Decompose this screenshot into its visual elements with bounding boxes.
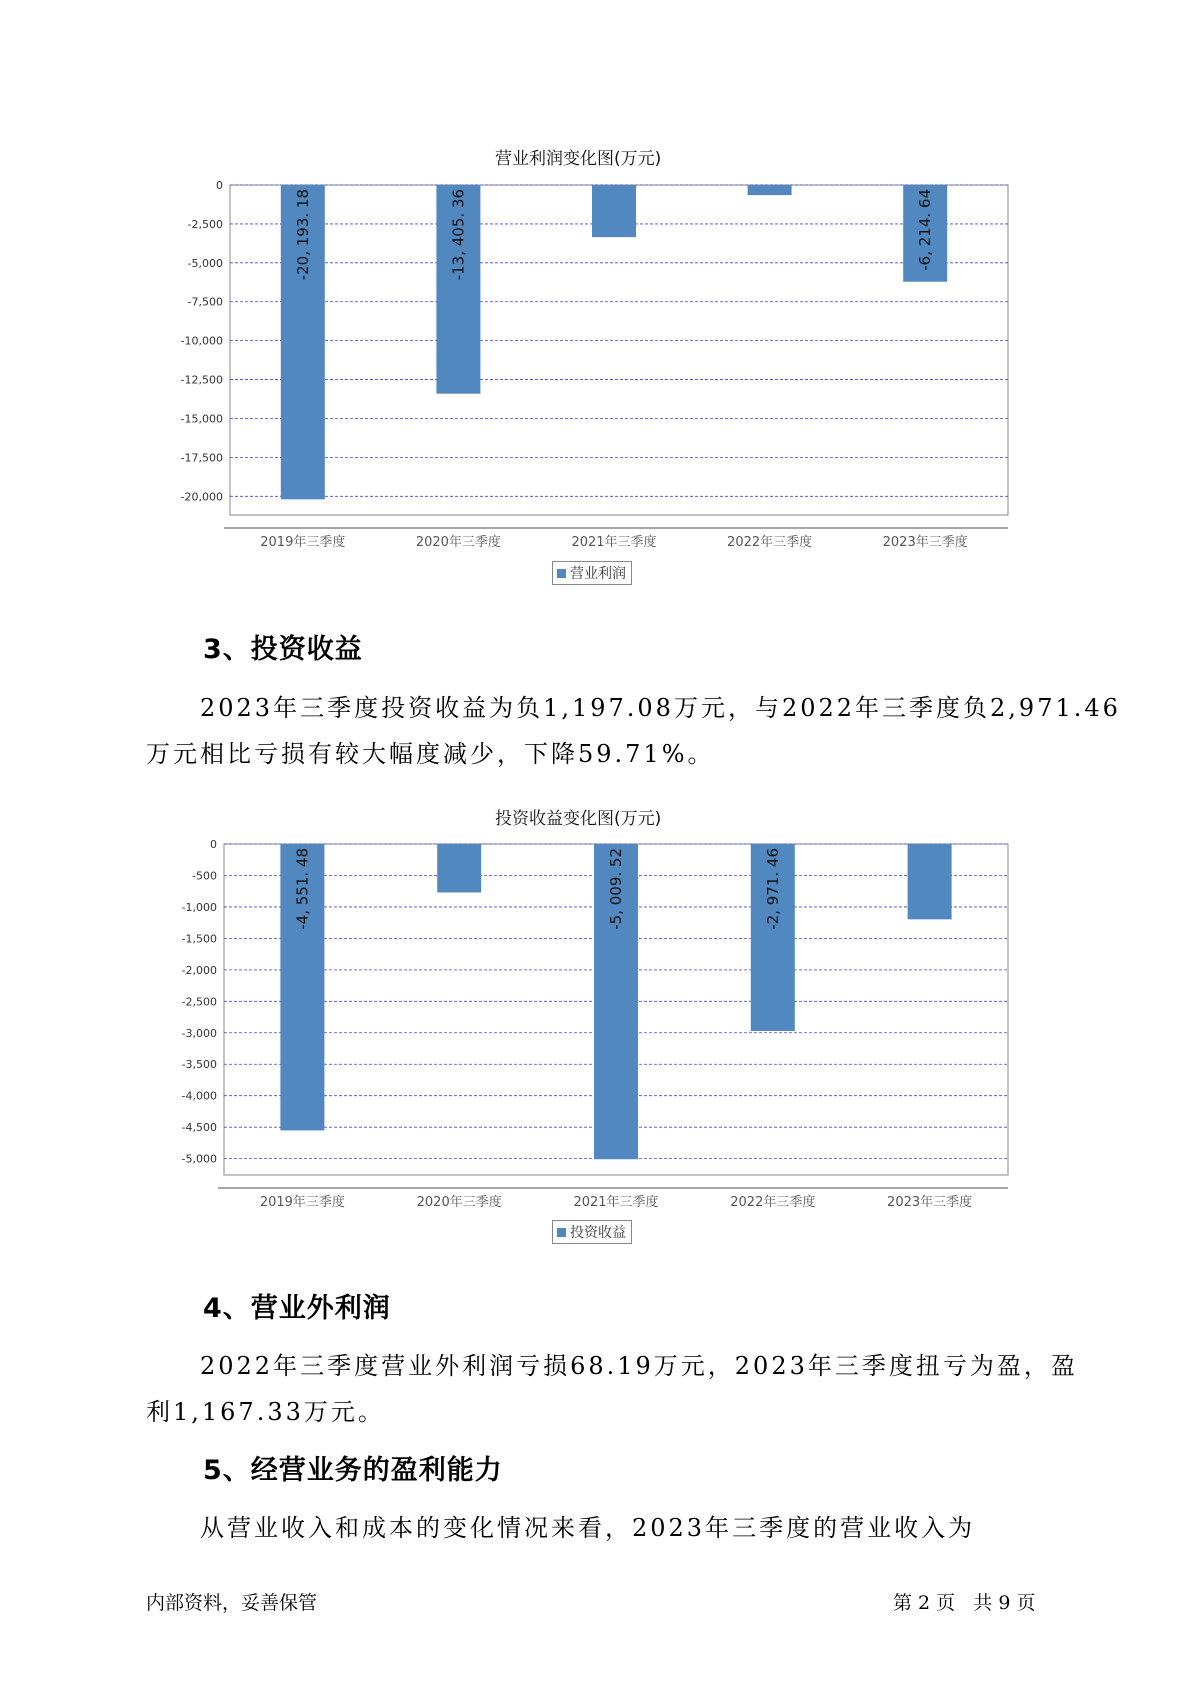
data-label: -5, 009. 52 bbox=[607, 848, 625, 930]
bar bbox=[437, 844, 481, 892]
y-tick-label: -2,000 bbox=[181, 963, 217, 977]
chart-plot bbox=[0, 170, 1191, 590]
x-tick-label: 2020年三季度 bbox=[415, 535, 501, 550]
y-tick-label: -15,000 bbox=[180, 412, 223, 426]
y-tick-label: -10,000 bbox=[180, 334, 223, 348]
x-tick-label: 2022年三季度 bbox=[730, 1195, 816, 1210]
y-tick-label: -1,500 bbox=[181, 932, 217, 946]
y-tick-label: 0 bbox=[216, 179, 223, 192]
paragraph-line: 2022年三季度营业外利润亏损68.19万元，2023年三季度扭亏为盈，盈 bbox=[200, 1352, 1078, 1380]
y-tick-label: -5,000 bbox=[187, 256, 223, 270]
chart-plot bbox=[0, 830, 1191, 1250]
footer-page-number: 第 2 页 共 9 页 bbox=[893, 1592, 1036, 1614]
paragraph-line: 2023年三季度投资收益为负1,197.08万元，与2022年三季度负2,971.46 bbox=[200, 694, 1121, 722]
paragraph-line: 利1,167.33万元。 bbox=[146, 1398, 385, 1426]
x-tick-label: 2023年三季度 bbox=[887, 1195, 973, 1210]
x-tick-label: 2022年三季度 bbox=[727, 535, 813, 550]
chart-legend bbox=[552, 1220, 632, 1244]
chart-legend bbox=[552, 561, 632, 585]
y-tick-label: -2,500 bbox=[187, 217, 223, 231]
y-tick-label: -17,500 bbox=[180, 451, 223, 465]
legend-label: 投资收益 bbox=[570, 1225, 626, 1241]
footer-confidential: 内部资料，妥善保管 bbox=[146, 1592, 318, 1614]
y-tick-label: -2,500 bbox=[181, 995, 217, 1009]
y-tick-label: -20,000 bbox=[180, 490, 223, 504]
x-tick-label: 2019年三季度 bbox=[259, 1195, 345, 1210]
x-tick-label: 2021年三季度 bbox=[573, 1195, 659, 1210]
y-tick-label: -5,000 bbox=[181, 1152, 217, 1166]
y-tick-label: -3,000 bbox=[181, 1026, 217, 1040]
legend-label: 营业利润 bbox=[570, 566, 626, 582]
x-tick-label: 2021年三季度 bbox=[571, 535, 657, 550]
paragraph-line: 万元相比亏损有较大幅度减少，下降59.71%。 bbox=[146, 740, 715, 768]
y-tick-label: 0 bbox=[210, 838, 217, 851]
x-tick-label: 2023年三季度 bbox=[882, 535, 968, 550]
data-label: -20, 193. 18 bbox=[293, 189, 312, 281]
y-tick-label: -500 bbox=[192, 869, 217, 883]
y-tick-label: -7,500 bbox=[187, 295, 223, 309]
data-label: -2, 971. 46 bbox=[763, 848, 782, 930]
legend-swatch bbox=[557, 569, 566, 578]
bar bbox=[908, 844, 952, 919]
chart-title: 营业利润变化图(万元) bbox=[495, 149, 662, 169]
bar bbox=[748, 185, 792, 195]
bar bbox=[592, 185, 636, 237]
section-heading-investment-income: 3、投资收益 bbox=[203, 634, 363, 665]
y-tick-label: -12,500 bbox=[180, 373, 223, 387]
data-label: -4, 551. 48 bbox=[293, 848, 312, 930]
data-label: -6, 214. 64 bbox=[916, 189, 935, 271]
y-tick-label: -3,500 bbox=[181, 1058, 217, 1072]
chart-title: 投资收益变化图(万元) bbox=[495, 809, 662, 829]
y-tick-label: -1,000 bbox=[181, 900, 217, 914]
section-heading-profitability: 5、经营业务的盈利能力 bbox=[203, 1455, 503, 1486]
y-tick-label: -4,000 bbox=[181, 1089, 217, 1103]
x-tick-label: 2020年三季度 bbox=[416, 1195, 502, 1210]
data-label: -13, 405. 36 bbox=[449, 189, 468, 281]
section-heading-non-operating-profit: 4、营业外利润 bbox=[203, 1293, 391, 1324]
y-tick-label: -4,500 bbox=[181, 1121, 217, 1135]
paragraph-line: 从营业收入和成本的变化情况来看，2023年三季度的营业收入为 bbox=[200, 1514, 976, 1542]
legend-swatch bbox=[557, 1228, 566, 1237]
x-tick-label: 2019年三季度 bbox=[260, 535, 346, 550]
